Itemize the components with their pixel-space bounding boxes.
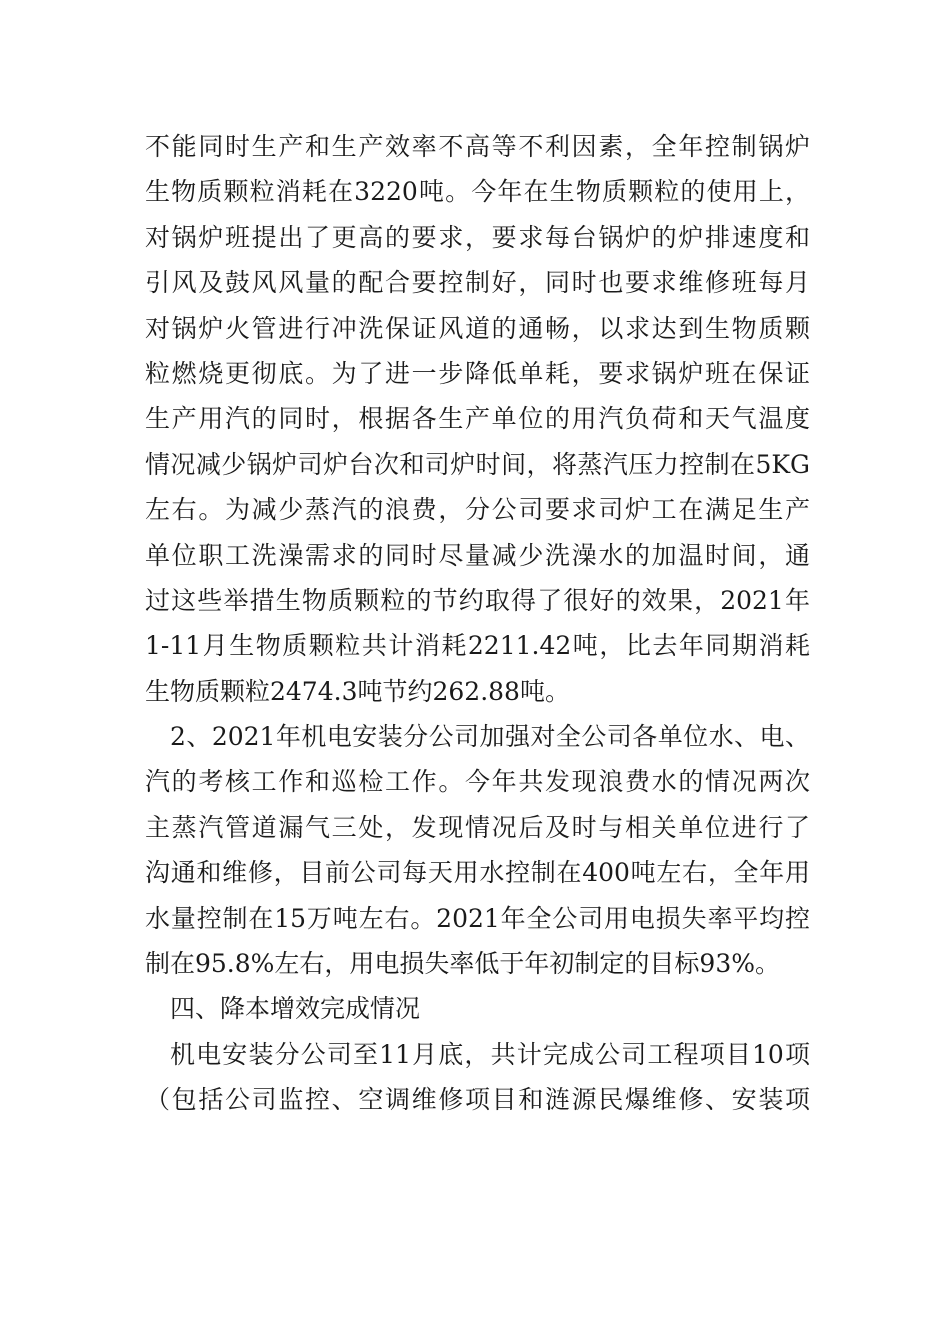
section-heading: 四、降本增效完成情况 (170, 994, 421, 1024)
text-line: 沟通和维修，目前公司每天用水控制在400吨左右，全年用 (145, 858, 810, 888)
text-line: 左右。为减少蒸汽的浪费，分公司要求司炉工在满足生产 (145, 495, 810, 525)
text-line: 1-11月生物质颗粒共计消耗2211.42吨，比去年同期消耗 (145, 631, 810, 661)
text-line: 汽的考核工作和巡检工作。今年共发现浪费水的情况两次 (145, 767, 810, 797)
text-line: 不能同时生产和生产效率不高等不利因素，全年控制锅炉 (145, 132, 810, 161)
text-line: 粒燃烧更彻底。为了进一步降低单耗，要求锅炉班在保证 (145, 358, 810, 388)
text-line: 水量控制在15万吨左右。2021年全公司用电损失率平均控 (145, 903, 810, 933)
text-line: 主蒸汽管道漏气三处，发现情况后及时与相关单位进行了 (145, 812, 810, 842)
text-line: 生物质颗粒2474.3吨节约262.88吨。 (145, 676, 570, 706)
text-line: 单位职工洗澡需求的同时尽量减少洗澡水的加温时间，通 (145, 540, 810, 570)
text-line: 对锅炉班提出了更高的要求，要求每台锅炉的炉排速度和 (145, 222, 810, 252)
text-line: 对锅炉火管进行冲洗保证风道的通畅，以求达到生物质颗 (145, 313, 810, 343)
text-line: （包括公司监控、空调维修项目和涟源民爆维修、安装项 (145, 1085, 810, 1115)
text-line: 过这些举措生物质颗粒的节约取得了很好的效果，2021年 (145, 585, 810, 615)
text-line: 生物质颗粒消耗在3220吨。今年在生物质颗粒的使用上， (145, 177, 810, 207)
text-line: 引风及鼓风风量的配合要控制好，同时也要求维修班每月 (145, 268, 810, 298)
text-line: 制在95.8%左右，用电损失率低于年初制定的目标93%。 (145, 949, 780, 979)
text-line: 2、2021年机电安装分公司加强对全公司各单位水、电、 (170, 722, 810, 752)
text-line: 生产用汽的同时，根据各生产单位的用汽负荷和天气温度 (145, 404, 810, 434)
text-line: 情况减少锅炉司炉台次和司炉时间，将蒸汽压力控制在5KG (145, 449, 810, 479)
body-text (145, 124, 810, 1123)
text-line: 机电安装分公司至11月底，共计完成公司工程项目10项 (170, 1039, 810, 1069)
